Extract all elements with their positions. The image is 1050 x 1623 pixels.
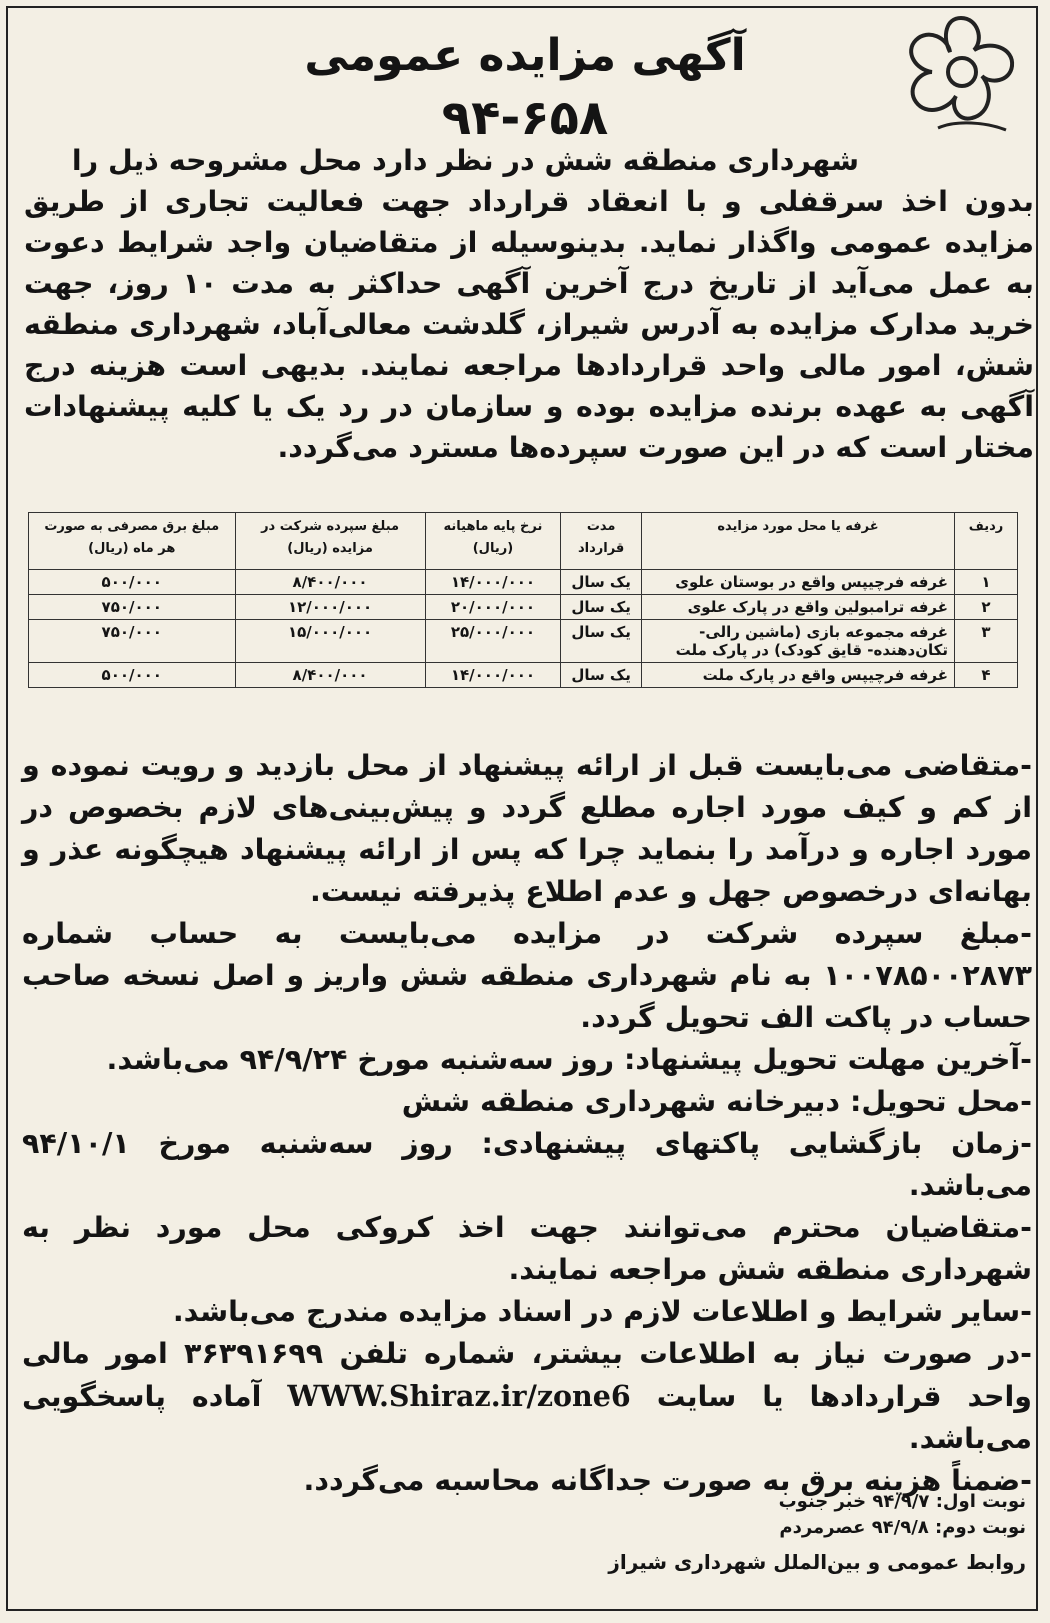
cell-electricity: ۵۰۰/۰۰۰ xyxy=(29,570,236,595)
term-electricity: -ضمناً هزینه برق به صورت جداگانه محاسبه می‌گردد. xyxy=(303,1464,1032,1497)
intro-first-line: شهرداری منطقه شش در نظر دارد محل مشروحه ذیل را xyxy=(71,144,859,177)
notice-title: آگهی مزایده عمومی xyxy=(304,30,746,81)
footer-signature: روابط عمومی و بین‌الملل شهرداری شیراز xyxy=(608,1550,1026,1574)
cell-deposit: ۸/۴۰۰/۰۰۰ xyxy=(235,663,425,688)
cell-duration: یک سال xyxy=(561,570,642,595)
cell-deposit: ۸/۴۰۰/۰۰۰ xyxy=(235,570,425,595)
cell-electricity: ۷۵۰/۰۰۰ xyxy=(29,620,236,663)
cell-base-rate: ۲۰/۰۰۰/۰۰۰ xyxy=(425,595,561,620)
cell-duration: یک سال xyxy=(561,595,642,620)
term-opening-date: -زمان بازگشایی پاکتهای پیشنهادی: روز سه‌شنبه مورخ ۹۴/۱۰/۱ می‌باشد. xyxy=(22,1127,1032,1202)
term-delivery-place: -محل تحویل: دبیرخانه شهرداری منطقه شش xyxy=(401,1085,1032,1118)
terms-section xyxy=(22,745,1032,1502)
col-deposit: مبلغ سپرده شرکت در مزایده (ریال) xyxy=(235,513,425,570)
table-row xyxy=(29,663,1018,688)
cell-base-rate: ۱۴/۰۰۰/۰۰۰ xyxy=(425,570,561,595)
cell-deposit: ۱۲/۰۰۰/۰۰۰ xyxy=(235,595,425,620)
cell-row: ۱ xyxy=(955,570,1018,595)
cell-deposit: ۱۵/۰۰۰/۰۰۰ xyxy=(235,620,425,663)
cell-row: ۲ xyxy=(955,595,1018,620)
cell-base-rate: ۲۵/۰۰۰/۰۰۰ xyxy=(425,620,561,663)
term-contact xyxy=(22,1333,1032,1460)
col-electricity: مبلغ برق مصرفی به صورت هر ماه (ریال) xyxy=(29,513,236,570)
cell-item: غرفه مجموعه بازی (ماشین رالی- تکان‌دهنده- قایق کودک) در پارک ملت xyxy=(642,620,955,663)
table-row xyxy=(29,595,1018,620)
notice-number: ۹۴-۶۵۸ xyxy=(441,90,609,146)
publication-second: نوبت دوم: ۹۴/۹/۸ عصرمردم xyxy=(779,1517,1026,1538)
term-sketch: -متقاضیان محترم می‌توانند جهت اخذ کروکی محل مورد نظر به شهرداری منطقه شش مراجعه نمایند. xyxy=(22,1211,1032,1286)
col-duration: مدت قرارداد xyxy=(561,513,642,570)
website-link[interactable]: WWW.Shiraz.ir/zone6 xyxy=(287,1379,631,1413)
cell-row: ۳ xyxy=(955,620,1018,663)
col-item: غرفه یا محل مورد مزایده xyxy=(642,513,955,570)
intro-paragraph xyxy=(24,140,1034,468)
table-row xyxy=(29,570,1018,595)
term-site-visit: -متقاضی می‌بایست قبل از ارائه پیشنهاد از محل بازدید و رویت نموده و از کم و کیف مورد اجاره مطلع گردد و پیش‌بینی‌های لازم بخصوص در مورد اجاره و درآمد را بنماید چرا که پس از ارائه پیشنهاد هیچگونه عذر و بهانه‌ای درخصوص جهل و عدم اطلاع پذیرفته نیست. xyxy=(22,749,1032,908)
cell-duration: یک سال xyxy=(561,620,642,663)
cell-item: غرفه فرچیپس واقع در پارک ملت xyxy=(642,663,955,688)
auction-items-table xyxy=(28,512,1018,688)
cell-base-rate: ۱۴/۰۰۰/۰۰۰ xyxy=(425,663,561,688)
col-base-rate: نرخ پایه ماهیانه (ریال) xyxy=(425,513,561,570)
municipality-logo xyxy=(886,10,1036,140)
cell-row: ۴ xyxy=(955,663,1018,688)
table-header-row xyxy=(29,513,1018,570)
intro-body: بدون اخذ سرقفلی و با انعقاد قرارداد جهت فعالیت تجاری از طریق مزایده عمومی واگذار نماید. بدینوسیله از متقاضیان واجد شرایط دعوت به عمل می‌آید از تاریخ درج آخرین آگهی حداکثر به مدت ۱۰ روز، جهت خرید مدارک مزایده به آدرس شیراز، گلدشت معالی‌آباد، شهرداری منطقه شش، امور مالی واحد قراردادها مراجعه نمایند. بدیهی است هزینه درج آگهی به عهده برنده مزایده بوده و سازمان در رد یک یا کلیه پیشنهادات مختار است که در این صورت سپرده‌ها مسترد می‌گردد. xyxy=(24,185,1034,464)
term-other-conditions: -سایر شرایط و اطلاعات لازم در اسناد مزایده مندرج می‌باشد. xyxy=(172,1295,1032,1328)
flower-logo-icon xyxy=(886,10,1036,140)
cell-electricity: ۷۵۰/۰۰۰ xyxy=(29,595,236,620)
term-contact-text: -در صورت نیاز به اطلاعات بیشتر، شماره تلفن ۳۶۳۹۱۶۹۹ امور مالی واحد قراردادها یا سایت xyxy=(22,1337,1032,1413)
term-contact-tail: آماده پاسخگویی می‌باشد. xyxy=(22,1380,1032,1455)
term-deadline: -آخرین مهلت تحویل پیشنهاد: روز سه‌شنبه مورخ ۹۴/۹/۲۴ می‌باشد. xyxy=(106,1043,1032,1076)
table-row xyxy=(29,620,1018,663)
col-row: ردیف xyxy=(955,513,1018,570)
cell-duration: یک سال xyxy=(561,663,642,688)
cell-item: غرفه فرچیپس واقع در بوستان علوی xyxy=(642,570,955,595)
term-deposit-account: -مبلغ سپرده شرکت در مزایده می‌بایست به حساب شماره ۱۰۰۷۸۵۰۰۲۸۷۳ به نام شهرداری منطقه شش واریز و اصل نسخه صاحب حساب در پاکت الف تحویل گردد. xyxy=(22,917,1032,1034)
cell-item: غرفه ترامبولین واقع در پارک علوی xyxy=(642,595,955,620)
cell-electricity: ۵۰۰/۰۰۰ xyxy=(29,663,236,688)
publication-first: نوبت اول: ۹۴/۹/۷ خبر جنوب xyxy=(778,1491,1026,1512)
